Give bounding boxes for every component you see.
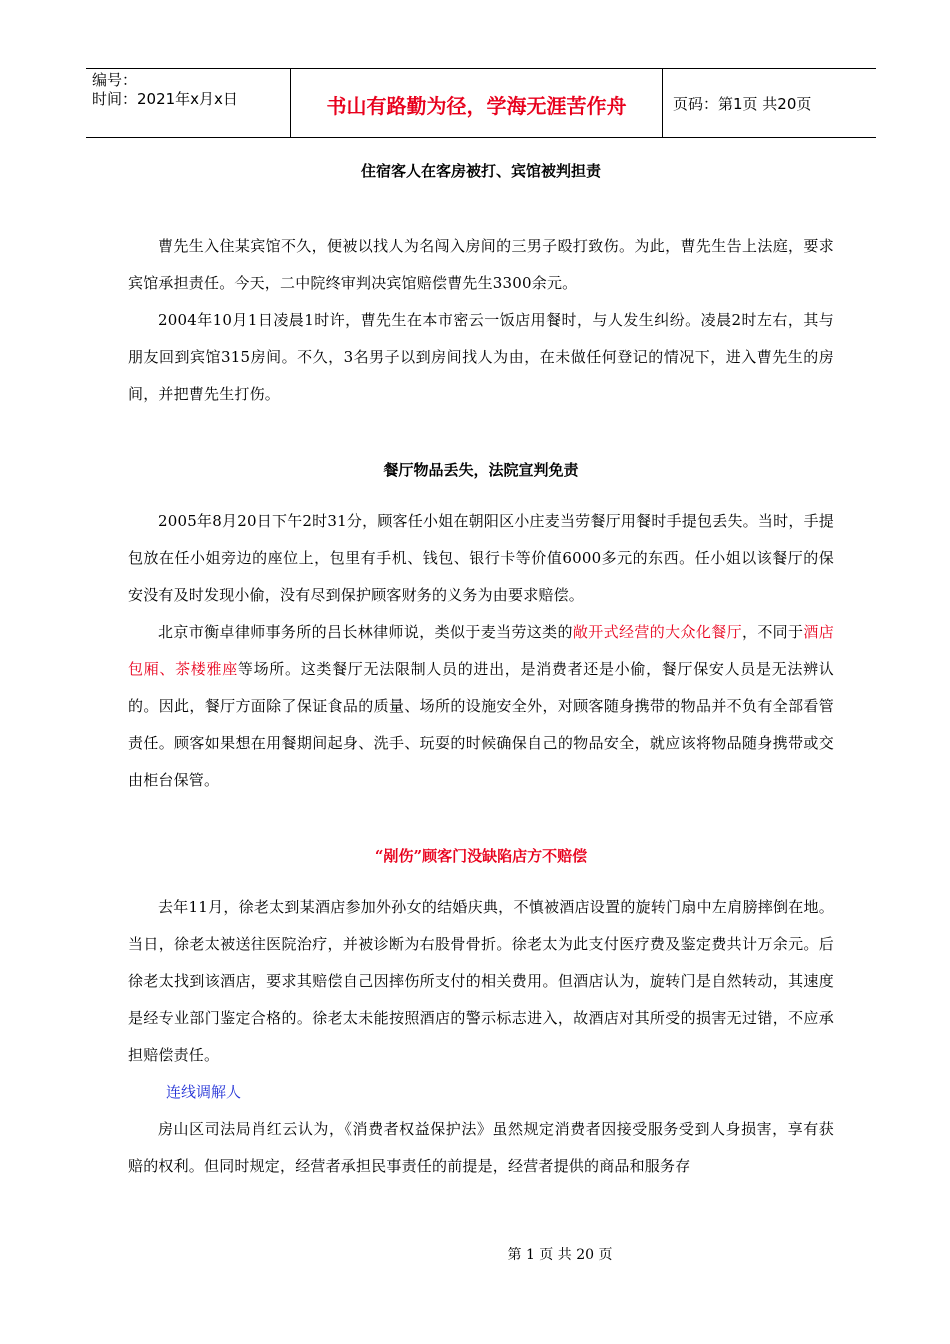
section-title-hotel: 住宿客人在客房被打、宾馆被判担责 bbox=[360, 162, 601, 180]
highlight-text: 敞开式经营的大众化餐厅 bbox=[572, 623, 742, 641]
header-page-label: 页码：第1页 共20页 bbox=[673, 94, 812, 113]
document-time-label: 时间：2021年x月x日 bbox=[92, 90, 238, 108]
section-title-restaurant: 餐厅物品丢失，法院宣判免责 bbox=[383, 461, 579, 479]
text-run: 等场所。这类餐厅无法限制人员的进出，是消费者还是小偷，餐厅保安人员是无法辨认的。因此，餐厅方面除了保证食品的质量、场所的设施安全外，对顾客随身携带的物品并不负有全部看管责任。顾客如果想在用餐期间起身、洗手、玩耍的时候确保自己的物品安全，就应该将物品随身携带或交由柜台保管。 bbox=[128, 660, 834, 789]
document-number-label: 编号： bbox=[92, 71, 138, 89]
paragraph-lawyer bbox=[128, 614, 834, 799]
header-meta bbox=[86, 69, 291, 137]
header-motto: 书山有路勤为径，学海无涯苦作舟 bbox=[291, 69, 663, 137]
paragraph: 2005年8月20日下午2时31分，顾客任小姐在朝阳区小庄麦当劳餐厅用餐时手提包丢失。当时，手提包放在任小姐旁边的座位上，包里有手机、钱包、银行卡等价值6000多元的东西。任小姐以该餐厅的保安没有及时发现小偷，没有尽到保护顾客财务的义务为由要求赔偿。 bbox=[128, 512, 834, 604]
paragraph: 2004年10月1日凌晨1时许，曹先生在本市密云一饭店用餐时，与人发生纠纷。凌晨2时左右，其与朋友回到宾馆315房间。不久，3名男子以到房间找人为由，在未做任何登记的情况下，进入曹先生的房间，并把曹先生打伤。 bbox=[128, 311, 834, 403]
document-body bbox=[128, 152, 834, 1185]
text-run: ，不同于 bbox=[741, 623, 804, 641]
section-title-door: “剐伤”顾客门没缺陷店方不赔偿 bbox=[374, 847, 588, 865]
document-header bbox=[86, 68, 876, 138]
text-run: 北京市衡卓律师事务所的吕长林律师说，类似于麦当劳这类的 bbox=[158, 623, 573, 641]
page-footer: 第 1 页 共 20 页 bbox=[507, 1247, 613, 1263]
paragraph: 房山区司法局肖红云认为，《消费者权益保护法》虽然规定消费者因接受服务受到人身损害，享有获赔的权利。但同时规定，经营者承担民事责任的前提是，经营者提供的商品和服务存 bbox=[128, 1120, 834, 1175]
highlight-text: 酒店包厢、茶楼雅座 bbox=[128, 623, 834, 678]
paragraph: 曹先生入住某宾馆不久，便被以找人为名闯入房间的三男子殴打致伤。为此，曹先生告上法庭，要求宾馆承担责任。今天，二中院终审判决宾馆赔偿曹先生3300余元。 bbox=[128, 237, 834, 292]
mediator-link[interactable]: 连线调解人 bbox=[166, 1083, 242, 1101]
paragraph: 去年11月，徐老太到某酒店参加外孙女的结婚庆典，不慎被酒店设置的旋转门扇中左肩膀摔倒在地。当日，徐老太被送往医院治疗，并被诊断为右股骨骨折。徐老太为此支付医疗费及鉴定费共计万余元。后徐老太找到该酒店，要求其赔偿自己因摔伤所支付的相关费用。但酒店认为，旋转门是自然转动，其速度是经专业部门鉴定合格的。徐老太未能按照酒店的警示标志进入，故酒店对其所受的损害无过错，不应承担赔偿责任。 bbox=[128, 898, 834, 1064]
